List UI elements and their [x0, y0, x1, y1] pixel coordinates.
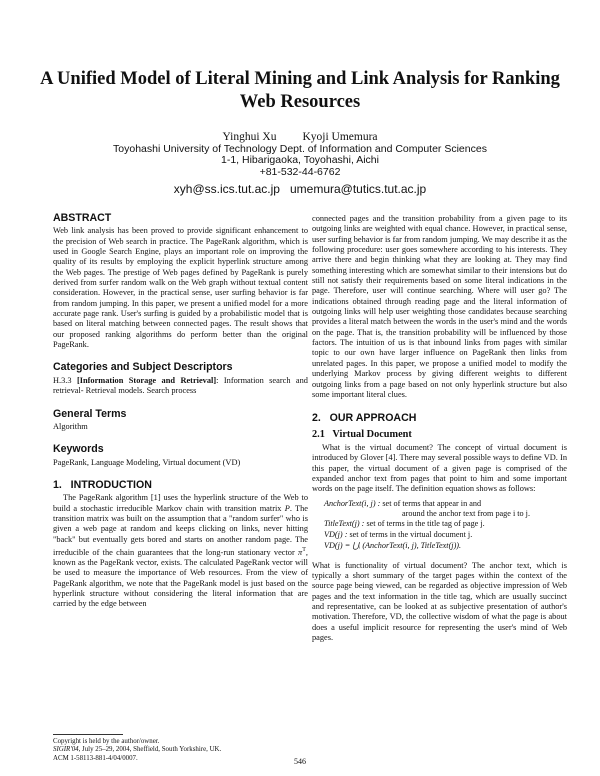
category-rest: : Information search and retrieval- Retrieval models. Search process [53, 375, 308, 396]
keywords-heading: Keywords [53, 443, 104, 456]
acm-line: ACM 1-58113-881-4/04/0007. [53, 754, 138, 762]
abstract-heading: ABSTRACT [53, 212, 112, 224]
functionality-text: What is functionality of virtual document? The anchor text, which is typically a short summary of the target pages within the context of the source page being viewed, can be regarded as objective impression of Web pages and the text information in the title tag, which are usually succinct and representative, can be looked at as subjective presentation of author's motivation. Therefore, VD, the collective wisdom of what the page is about does a useful implicit resource for representing the user's mind of Web pages. [312, 560, 567, 643]
categories-heading: Categories and Subject Descriptors [53, 361, 233, 374]
equation-vd-union: VD(j) = ⋃ᵢ (AnchorText(i, j), TitleText(j)). [324, 541, 462, 551]
address: 1-1, Hibarigaoka, Toyohashi, Aichi [221, 154, 379, 167]
copyright-line: Copyright is held by the author/owner. [53, 738, 160, 745]
intro-continued-text: connected pages and the transition probability from a given page to its outgoing links are weighted with equal chance. However, in practical sense, user surfing behavior is far from random jumping. We may describe it as the following procedure: user goes somewhere according to his interests. They arrive there and begin thinking what they are looking at. They may find something interesting which are somewhat similar to their intensions but do still not satisfy their requirements based on some literal indications in the page. Therefore, user will continue searching. Where will user go? The indications obtained through reading page and the literal information of outgoing links will help user weighting those candidates because searching provides a literal match between the words in the user's mind and the words on the page. That is, the transition probability will be influenced by those factors. The intuition of us is that inbound links from pages with similar topic to our own have larger influence on PageRank then links from unrelated pages. In this paper, we propose a unified model to modify the underlying Markov process by giving different weights to different outgoing links from a page based on not only hyperlink structure but also some important literal clues. [312, 214, 567, 399]
equation-rhs: set of terms in the virtual document j. [347, 529, 473, 539]
conference-name: SIGIR'04, [53, 746, 81, 754]
intro-part-b: . The transition matrix was built on the assumption that a "random surfer" who is given a web page at random and keeps clicking on links, never hitting "back" but eventually gets bored and starts on another random page. The irreducible of the chain guarantees that the long-run stationary vector [53, 503, 308, 557]
introduction-text [53, 493, 308, 610]
equation-lhs: VD(j) : [324, 529, 348, 539]
footnote-rule [53, 734, 123, 735]
category-code: H.3.3 [53, 375, 77, 385]
equation-rhs: set of terms in the title tag of page j. [364, 519, 485, 529]
general-terms-heading: General Terms [53, 407, 127, 420]
equation-lhs: TitleText(j) : [324, 519, 365, 529]
conference-line [53, 746, 308, 754]
phone: +81-532-44-6762 [259, 165, 341, 178]
author-name: Kyoji Umemura [302, 131, 378, 143]
keywords-text: PageRank, Language Modeling, Virtual document (VD) [53, 457, 241, 467]
equation-block [312, 499, 567, 552]
categories-text [53, 376, 308, 397]
equation-anchor-text [324, 499, 567, 509]
intro-part-c: , known as the PageRank vector, exists. The calculated PageRank vector will be used to measure the importance of Web resources. From the view of PageRank algorithm, we note that the PageRank model is just based on the hyperlink structure without considering the literal information that are carried by the edge between [53, 547, 308, 609]
equation-lhs: AnchorText(i, j) : [324, 498, 381, 508]
page-number: 546 [294, 757, 306, 766]
affiliation: Toyohashi University of Technology Dept. of Information and Computer Sciences [113, 142, 487, 155]
equation-title-text [324, 519, 567, 529]
vector-symbol: π [298, 547, 303, 557]
author-names [40, 132, 560, 144]
author-block [40, 132, 560, 196]
virtual-document-heading: 2.1 Virtual Document [312, 428, 412, 440]
vector-superscript: T [302, 546, 306, 553]
right-column [312, 214, 567, 643]
left-column [53, 213, 308, 610]
abstract-text: Web link analysis has been proved to provide significant enhancement to the precision of Web search in practice. The PageRank algorithm, which is used in Google Search Engine, plays an important role on improving the quality of its results by employing the explicit hyperlink structure among the Web pages. The prestige of Web pages defined by PageRank is purely derived from surfer random walk on the Web graph without textual content consideration. However, in the practical sense, user surfing behavior is far from random jumping. In this paper, we present a unified model for a more accurate page rank. User's surfing is guided by a probabilistic model that is based on literal matching between connected pages. The result shows that our proposed ranking algorithms do perform better than the original PageRank. [53, 226, 308, 350]
paper-title: A Unified Model of Literal Mining and Link Analysis for Ranking Web Resources [40, 69, 560, 112]
author-name: Yinghui Xu [222, 131, 277, 143]
category-bold: [Information Storage and Retrieval] [76, 375, 217, 385]
matrix-symbol: P [284, 503, 290, 513]
equation-continuation: around the anchor text from page i to j. [402, 509, 531, 518]
virtual-document-text: What is the virtual document? The concept of virtual document is introduced by Glover [4]. There may several possible ways to define VD. In this paper, the virtual document of a given page is comprised of the expanded anchor text from pages that point to him and some important words on the page itself. The definition equation shows as follows: [312, 442, 567, 494]
intro-part-a: The PageRank algorithm [1] uses the hyperlink structure of the Web to build a stochastic irreducible Markov chain with transition matrix [53, 493, 308, 513]
approach-heading: 2. OUR APPROACH [312, 412, 417, 425]
conference-details: July 25–29, 2004, Sheffield, South Yorkshire, UK. [80, 746, 222, 754]
general-terms-text: Algorithm [53, 421, 88, 431]
introduction-heading: 1. INTRODUCTION [53, 478, 152, 491]
author-emails: xyh@ss.ics.tut.ac.jp umemura@tutics.tut.ac.jp [173, 182, 427, 197]
equation-rhs: set of terms that appear in and [380, 498, 482, 508]
equation-vd [324, 530, 567, 540]
